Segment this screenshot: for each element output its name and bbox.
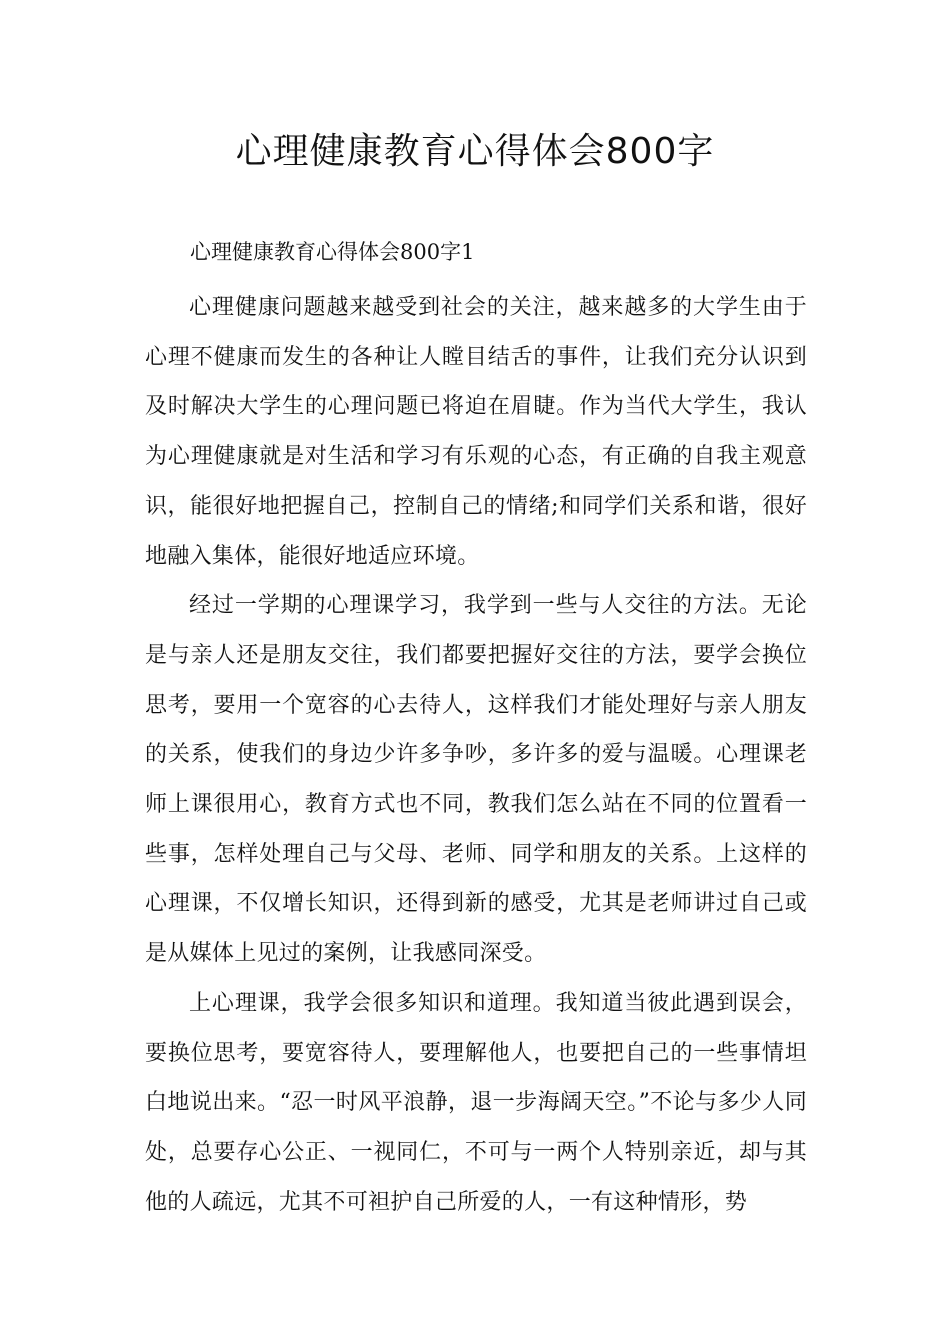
document-title: 心理健康教育心得体会800字	[235, 131, 715, 172]
paragraph-3: 上心理课，我学会很多知识和道理。我知道当彼此遇到误会，要换位思考，要宽容待人，要理解他人，也要把自己的一些事情坦白地说出来。“忍一时风平浪静，退一步海阔天空。”不论与多少人同处，总要存心公正、一视同仁，不可与一两个人特别亲近，却与其他的人疏远，尤其不可袒护自己所爱的人，一有这种情形，势	[145, 990, 807, 1215]
section-heading: 心理健康教育心得体会800字1	[190, 240, 475, 264]
document-body	[145, 283, 807, 1227]
paragraph-1: 心理健康问题越来越受到社会的关注，越来越多的大学生由于心理不健康而发生的各种让人瞠目结舌的事件，让我们充分认识到及时解决大学生的心理问题已将迫在眉睫。作为当代大学生，我认为心理健康就是对生活和学习有乐观的心态，有正确的自我主观意识，能很好地把握自己，控制自己的情绪;和同学们关系和谐，很好地融入集体，能很好地适应环境。	[145, 295, 807, 569]
paragraph-2: 经过一学期的心理课学习，我学到一些与人交往的方法。无论是与亲人还是朋友交往，我们都要把握好交往的方法，要学会换位思考，要用一个宽容的心去待人，这样我们才能处理好与亲人朋友的关系，使我们的身边少许多争吵，多许多的爱与温暖。心理课老师上课很用心，教育方式也不同，教我们怎么站在不同的位置看一些事，怎样处理自己与父母、老师、同学和朋友的关系。上这样的心理课，不仅增长知识，还得到新的感受，尤其是老师讲过自己或是从媒体上见过的案例，让我感同深受。	[145, 593, 807, 967]
